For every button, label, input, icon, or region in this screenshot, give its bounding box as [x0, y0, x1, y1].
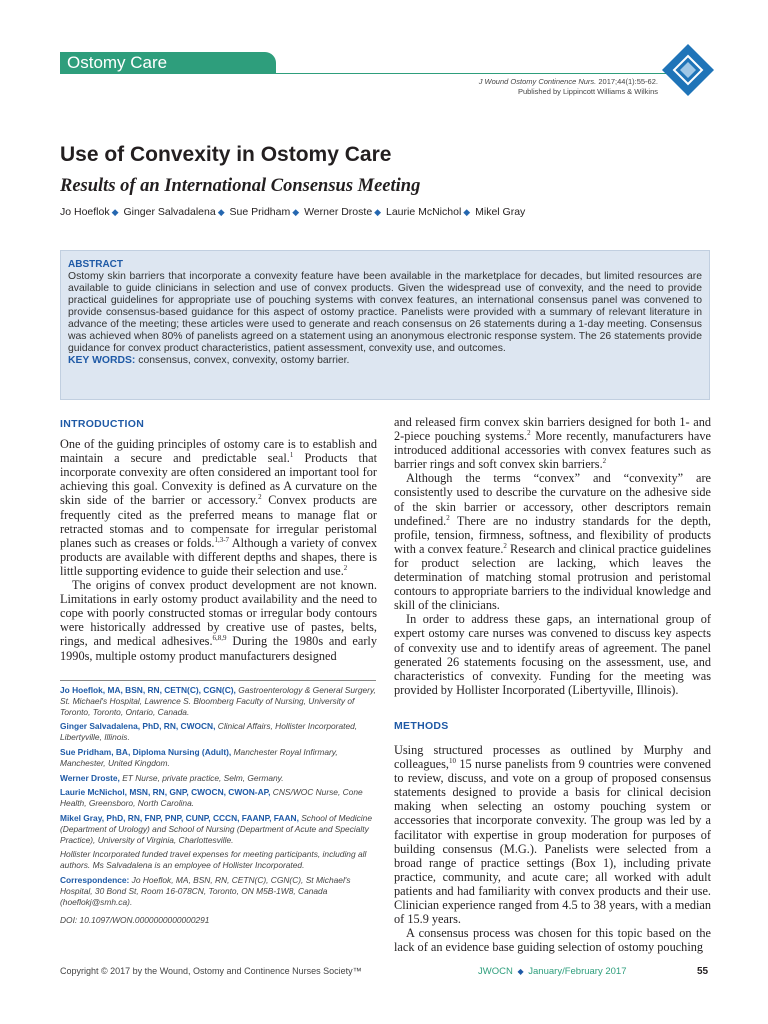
affiliation-notes: [60, 680, 376, 930]
paragraph: In order to address these gaps, an international group of expert ostomy care nurses was convened to discuss key aspects of convexity use and to identify areas of agreement. The panel generated 26 statements focusing on the assessment, use, and characteristics of convexity. Funding for the meeting was provided by Hollister Incorporated (Libertyville, Illinois).: [394, 612, 711, 697]
author-list: [60, 206, 525, 218]
affiliation: Ginger Salvadalena, PhD, RN, CWOCN, Clinical Affairs, Hollister Incorporated, Libertyville, Illinois.: [60, 721, 358, 743]
paragraph: Using structured processes as outlined by Murphy and colleagues,$^{10}$ 15 nurse panelists from 9 countries were convened to review, discuss, and vote on a group of proposed consensus statements designed to provide a basis for clinical decision making when selecting an ostomy pouching system or accessories that incorporate convexity. The group was led by a facilitator with expertise in group moderation for purposes of building consensus (M.G.). Panelists were selected from a broad range of practice settings (Box 1), including private practice, community, and acute care; all worked with adult patients and had familiarity with convex products and their use. Clinician experience ranged from 4.5 to 38 years, with a median of 15.9 years.: [394, 742, 711, 927]
copyright: Copyright © 2017 by the Wound, Ostomy and Continence Nurses Society™: [60, 966, 362, 976]
funding-note: Hollister Incorporated funded travel expenses for meeting participants, including all authors. Ms Salvadalena is an employee of Hollister Incorporated.: [60, 849, 367, 871]
paragraph: and released firm convex skin barriers designed for both 1- and 2-piece pouching systems.$^2$ More recently, manufacturers have introduced additional accessories with convex features such as barrier rings and soft convex skin barriers.$^2$: [394, 415, 711, 472]
diamond-logo-icon: [660, 42, 716, 98]
affiliation: Werner Droste, ET Nurse, private practice, Selm, Germany.: [60, 772, 284, 783]
author: Ginger Salvadalena: [123, 206, 216, 218]
journal-name: J Wound Ostomy Continence Nurs.: [478, 77, 597, 86]
journal-volume: 2017;44(1):55-62.: [598, 77, 658, 86]
affiliation: Laurie McNichol, MSN, RN, GNP, CWOCN, CWON-AP, CNS/WOC Nurse, Cone Health, Greensboro, North Carolina.: [60, 787, 363, 809]
page-number: 55: [697, 966, 709, 977]
diamond-icon: ◆: [517, 967, 524, 976]
author: Werner Droste: [304, 206, 373, 218]
abstract-heading: ABSTRACT: [68, 259, 123, 270]
diamond-icon: ◆: [463, 207, 471, 217]
paragraph: Although the terms “convex” and “convexity” are consistently used to describe the curvature on the adhesive side of the skin barrier or accessory, other descriptors remain undefined.$^2$ There are no industry standards for the depth, profile, tension, firmness, softness, and flexibility of products with a convex feature.$^2$ Research and clinical practice guidelines for product selection are lacking, which leaves the determination of matching stomal protrusion and peristomal contours to appropriate barriers to the individual knowledge and skill of the clinicians.: [394, 471, 711, 613]
publisher-line: Published by Lippincott Williams & Wilkins: [517, 86, 658, 96]
methods-heading: METHODS: [394, 719, 449, 732]
introduction-heading: INTRODUCTION: [60, 418, 145, 430]
author: Sue Pridham: [229, 206, 291, 218]
diamond-icon: ◆: [111, 207, 119, 217]
intro-paragraph-2: The origins of convex product development are not known. Limitations in early ostomy product availability and the need to cope with poorly constructed stomas or irregular body contours were historically addressed by creative use of pastes, belts, rings, and medical adhesives.$^{6,8,9}$ During the 1980s and early 1990s, multiple ostomy product manufacturers designed: [60, 578, 377, 663]
affiliation: Mikel Gray, PhD, RN, FNP, PNP, CUNP, CCCN, FAANP, FAAN, School of Medicine (Department of Urology) and School of Nursing (Department of Acute and Specialty Practice), University of Virginia, Charlottesville.: [60, 812, 372, 845]
abstract-text: Ostomy skin barriers that incorporate a convexity feature have been available in the marketplace for decades, but limited resources are available to guide clinicians in selection and use of convex products. Given the widespread use of convexity, and the need to provide practical guidelines for appropriate use of pouching systems with convex features, an international consensus panel was convened to provide consensus-based guidance for this aspect of ostomy practice. Panelists were provided with a summary of relevant literature in advance of the meeting; these articles were used to generate and reach consensus on 26 statements during a 1-day meeting. Consensus was achieved when 80% of panelists agreed on a statement using an anonymous electronic response system. The 26 statements provide guidance for convex product characteristics, patient assessment, convexity use, and outcomes.: [68, 271, 702, 354]
affiliation: Sue Pridham, BA, Diploma Nursing (Adult), Manchester Royal Infirmary, Manchester, United Kingdom.: [60, 746, 338, 768]
intro-paragraph-1: One of the guiding principles of ostomy care is to establish and maintain a secure and predictable seal.$^1$ Products that incorporate convexity are often considered an important tool for achieving this goal. Convexity is defined as A curvature on the skin side of the barrier or accessory.$^2$ Convex products are frequently cited as the preferred means to manage flat or retracted stomas and to compensate for irregular peristomal planes such as creases or folds.$^{1,3-7}$ Although a variety of convex products are available with different depths and shapes, there is little supporting evidence to guide their selection and use.$^2$: [60, 437, 378, 578]
left-column: [60, 417, 377, 663]
abstract-box: [60, 250, 710, 400]
doi: DOI: 10.1097/WON.0000000000000291: [60, 915, 210, 926]
diamond-icon: ◆: [292, 207, 300, 217]
keywords: [68, 355, 702, 367]
affiliation: Jo Hoeflok, MA, BSN, RN, CETN(C), CGN(C), Gastroenterology & General Surgery, St. Michael's Hospital, Lawrence S. Bloomberg Faculty of Nursing, University of Toronto, Toronto, Ontario, Canada.: [60, 685, 376, 717]
footer-journal: JWOCN ◆ January/February 2017: [478, 966, 627, 977]
author: Laurie McNichol: [386, 206, 462, 218]
section-tab: Ostomy Care: [60, 52, 276, 74]
journal-citation: [479, 77, 658, 96]
diamond-icon: ◆: [217, 207, 225, 217]
right-column: [394, 415, 711, 954]
author: Mikel Gray: [475, 206, 526, 218]
keywords-text: consensus, convex, convexity, ostomy barrier.: [138, 355, 350, 366]
article-subtitle: Results of an International Consensus Meeting: [60, 176, 421, 196]
diamond-icon: ◆: [374, 207, 382, 217]
article-title: Use of Convexity in Ostomy Care: [60, 143, 392, 166]
section-rule: [60, 73, 710, 74]
correspondence: Correspondence: Jo Hoeflok, MA, BSN, RN, CETN(C), CGN(C), St Michael's Hospital, 30 Bond St, Room 16-078CN, Toronto, ON M5B-1W8, Canada (hoeflokj@smh.ca).: [60, 874, 351, 907]
paragraph: A consensus process was chosen for this topic based on the lack of an evidence base guiding selection of ostomy pouching: [394, 926, 711, 955]
keywords-label: KEY WORDS:: [68, 355, 136, 366]
author: Jo Hoeflok: [60, 206, 110, 218]
